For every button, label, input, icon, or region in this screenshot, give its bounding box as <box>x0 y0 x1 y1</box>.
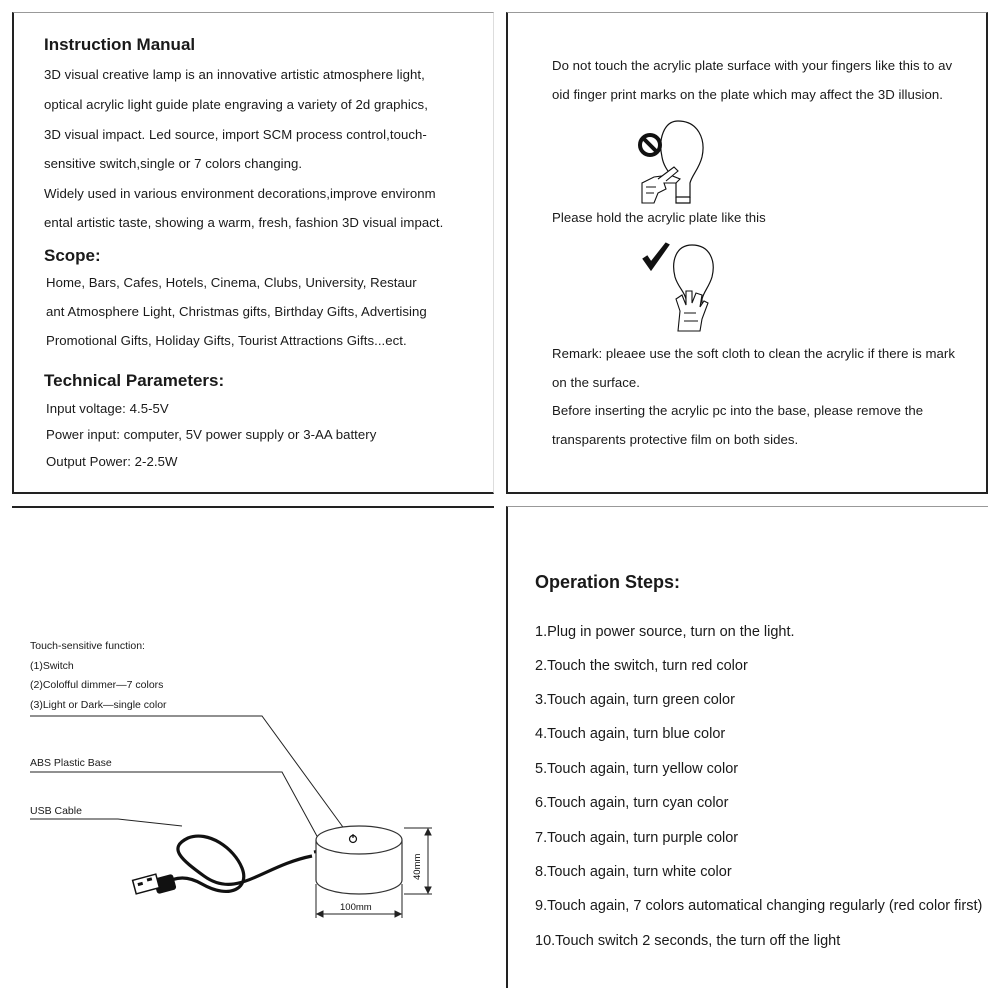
bulb-plate-icon <box>661 121 703 203</box>
cable-label: USB Cable <box>30 805 82 817</box>
warning-line: Do not touch the acrylic plate surface with your fingers like this to av <box>552 58 953 73</box>
hand-touching-icon <box>642 167 680 203</box>
care-panel <box>506 12 988 494</box>
operation-step: 9.Touch again, 7 colors automatical changing regularly (red color first) <box>535 898 983 914</box>
operation-step: 3.Touch again, turn green color <box>535 692 735 708</box>
operation-step: 1.Plug in power source, turn on the light. <box>535 624 795 640</box>
height-dimension-label: 40mm <box>412 853 423 880</box>
scope-title: Scope: <box>44 246 101 265</box>
manual-intro-line: 3D visual creative lamp is an innovative artistic atmosphere light, <box>44 67 425 82</box>
tech-line: Output Power: 2-2.5W <box>46 454 178 469</box>
scope-line: Promotional Gifts, Holiday Gifts, Tourist Attractions Gifts...ect. <box>46 333 407 348</box>
warning-line: oid finger print marks on the plate which may affect the 3D illusion. <box>552 87 943 102</box>
scope-line: ant Atmosphere Light, Christmas gifts, Birthday Gifts, Advertising <box>46 304 427 319</box>
scope-line: Home, Bars, Cafes, Hotels, Cinema, Clubs, University, Restaur <box>46 275 417 290</box>
operation-step: 6.Touch again, turn cyan color <box>535 795 729 811</box>
remark-line: transparents protective film on both sides. <box>552 432 799 447</box>
remark-line: Before inserting the acrylic pc into the base, please remove the <box>552 403 924 418</box>
remark-line: on the surface. <box>552 375 640 390</box>
correct-hold-illustration <box>642 241 712 333</box>
instruction-manual-panel <box>12 12 494 494</box>
manual-intro-line: sensitive switch,single or 7 colors changing. <box>44 156 303 171</box>
touch-function-item: (1)Switch <box>30 660 74 672</box>
manual-intro-line: Widely used in various environment decorations,improve environm <box>44 186 436 201</box>
manual-title: Instruction Manual <box>44 35 196 54</box>
operation-step: 7.Touch again, turn purple color <box>535 830 739 846</box>
abs-base-icon <box>316 826 402 894</box>
prohibited-icon <box>640 135 660 155</box>
manual-intro-line: 3D visual impact. Led source, import SCM process control,touch- <box>44 127 427 142</box>
operation-title: Operation Steps: <box>535 572 681 592</box>
touch-function-item: (2)Colofful dimmer—7 colors <box>30 679 164 691</box>
touch-function-item: (3)Light or Dark—single color <box>30 699 167 711</box>
base-label: ABS Plastic Base <box>30 757 112 769</box>
tech-title: Technical Parameters: <box>44 371 225 390</box>
manual-intro-line: optical acrylic light guide plate engraving a variety of 2d graphics, <box>44 97 428 112</box>
touch-function-label: Touch-sensitive function: <box>30 640 145 652</box>
remark-line: Remark: pleaee use the soft cloth to clean the acrylic if there is mark <box>552 346 956 361</box>
usb-plug-icon <box>133 874 177 895</box>
tech-line: Power input: computer, 5V power supply or 3-AA battery <box>46 427 377 442</box>
operation-step: 4.Touch again, turn blue color <box>535 726 726 742</box>
operation-step: 5.Touch again, turn yellow color <box>535 761 739 777</box>
no-touch-illustration <box>636 117 706 207</box>
checkmark-icon <box>644 244 668 269</box>
leader-lines <box>30 716 348 838</box>
operation-steps-panel <box>506 506 988 988</box>
operation-step: 2.Touch the switch, turn red color <box>535 658 748 674</box>
operation-step: 10.Touch switch 2 seconds, the turn off the light <box>535 933 841 949</box>
hold-instruction: Please hold the acrylic plate like this <box>552 210 766 225</box>
operation-step: 8.Touch again, turn white color <box>535 864 732 880</box>
manual-intro-line: ental artistic taste, showing a warm, fresh, fashion 3D visual impact. <box>44 215 444 230</box>
base-diagram <box>12 508 494 990</box>
tech-line: Input voltage: 4.5-5V <box>46 401 169 416</box>
base-diagram-panel <box>12 506 494 988</box>
width-dimension-label: 100mm <box>340 902 372 913</box>
